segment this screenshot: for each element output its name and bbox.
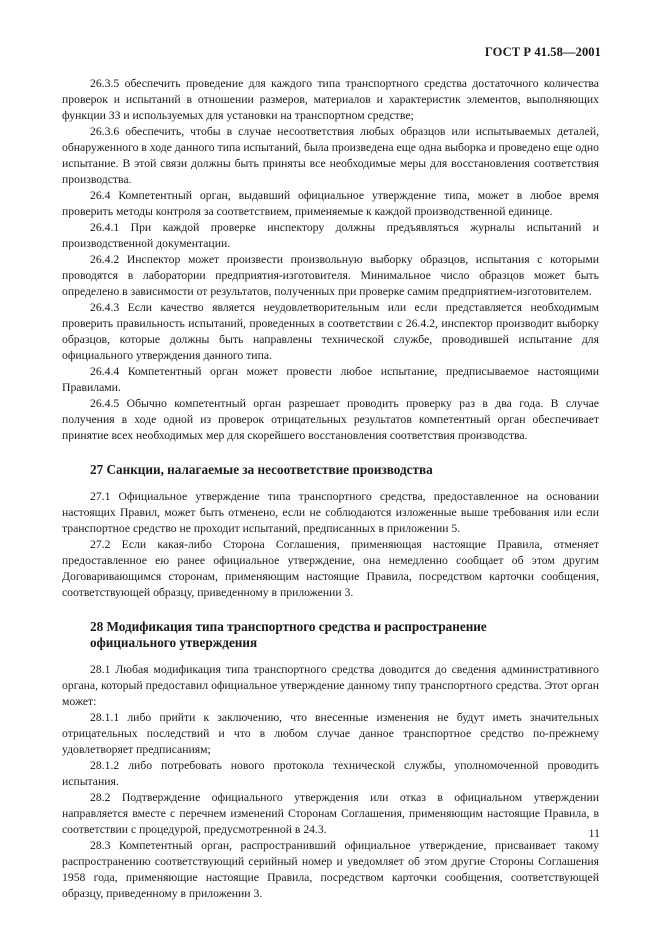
standard-header: ГОСТ Р 41.58—2001 [484,45,601,59]
section-28-heading: 28 Модификация типа транспортного средства и распространение официального утверждения [90,618,487,650]
paragraph-27-2: 27.2 Если какая-либо Сторона Соглашения, применяющая настоящие Правила, отменяет предоставленное ею ранее официальное утверждение, она немедленно сообщает об этом другим Договаривающимся сторонам, применяющим настоящие Правила, посредством карточки сообщения, соответствующей образцу, приведенному в приложении 3. [62,537,599,599]
document-body [62,76,599,902]
section-27-heading: 27 Санкции, налагаемые за несоответствие производства [90,462,433,477]
page-number: 11 [588,826,600,840]
paragraph-28-2: 28.2 Подтверждение официального утверждения или отказ в официальном утверждении направляется вместе с перечнем изменений Сторонам Соглашения, применяющим настоящие Правила, в соответствии с процедурой, предусмотренной в 24.3. [62,790,599,836]
paragraph-26-3-5: 26.3.5 обеспечить проведение для каждого типа транспортного средства достаточного количества проверок и испытаний в отношении размеров, материалов и характеристик элементов, выполняющих функции ЗЗ и используемых для установки на транспортном средстве; [62,77,599,122]
paragraph-28-1-2: 28.1.2 либо потребовать нового протокола технической службы, уполномоченной проводить испытания. [62,758,599,788]
paragraph-28-1: 28.1 Любая модификация типа транспортного средства доводится до сведения административного органа, который предоставил официальное утверждение данному типу транспортного средства. Этот орган может: [62,662,599,708]
paragraph-26-4: 26.4 Компетентный орган, выдавший официальное утверждение типа, может в любое время проверить методы контроля за соответствием, применяемые к каждой производственной единице. [62,189,599,218]
paragraph-26-4-3: 26.4.3 Если качество является неудовлетворительным или если представляется необходимым проверить правильность испытаний, проведенных в соответствии с 26.4.2, инспектор производит выборку образцов, которые должны быть направлены технической службе, проводившей испытание для официального утверждения данного типа. [62,301,599,362]
paragraph-26-4-5: 26.4.5 Обычно компетентный орган разрешает проводить проверку раз в два года. В случае получения в ходе одной из проверок отрицательных результатов компетентный орган обеспечивает принятие всех необходимых мер для скорейшего восстановления соответствия производства. [62,397,599,442]
paragraph-28-3: 28.3 Компетентный орган, распространивший официальное утверждение, присваивает такому распространению соответствующий серийный номер и уведомляет об этом другие Стороны Соглашения 1958 года, применяющие настоящие Правила, посредством карточки сообщения, соответствующей образцу, приведенному в приложении 3. [62,838,599,900]
paragraph-26-3-6: 26.3.6 обеспечить, чтобы в случае несоответствия любых образцов или испытываемых деталей, обнаруженного в ходе данного типа испытаний, была произведена еще одна выборка и проведено еще одно испытание. В этой связи должны быть приняты все необходимые меры для восстановления соответствия производства. [62,125,599,186]
paragraph-28-1-1: 28.1.1 либо прийти к заключению, что внесенные изменения не будут иметь значительных отрицательных последствий и что в любом случае данное транспортное средство по-прежнему удовлетворяет предписаниям; [62,710,599,756]
paragraph-26-4-4: 26.4.4 Компетентный орган может провести любое испытание, предписываемое настоящими Правилами. [62,365,599,394]
paragraph-27-1: 27.1 Официальное утверждение типа транспортного средства, предоставленное на основании настоящих Правил, может быть отменено, если не соблюдаются изложенные выше требования или если транспортное средство не проходит испытаний, предписанных в приложении 5. [62,489,599,535]
paragraph-26-4-2: 26.4.2 Инспектор может произвести произвольную выборку образцов, испытания с которыми проводятся в лаборатории предприятия-изготовителя. Минимальное число образцов может быть определено в зависимости от результатов, полученных при проверке самим предприятием-изготовителем. [62,253,599,298]
paragraph-26-4-1: 26.4.1 При каждой проверке инспектору должны предъявляться журналы испытаний и производственной документации. [62,221,599,250]
